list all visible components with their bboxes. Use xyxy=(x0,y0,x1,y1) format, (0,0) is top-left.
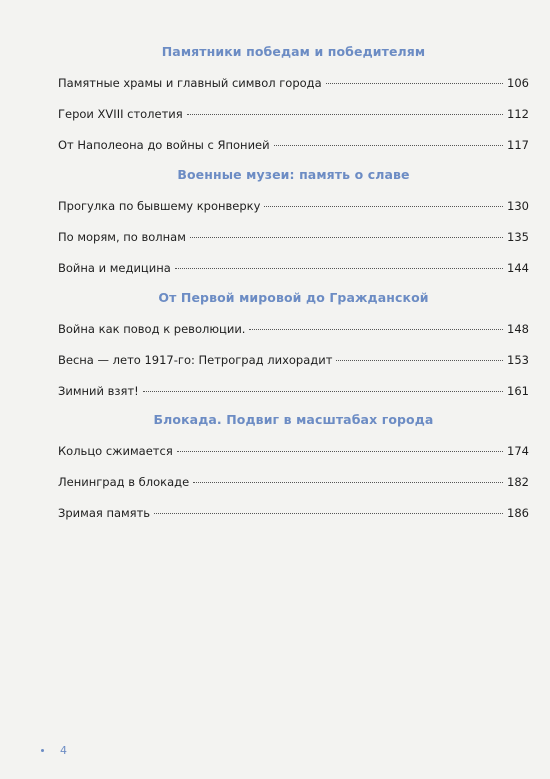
toc-entry-page: 174 xyxy=(507,444,529,458)
toc-entry[interactable] xyxy=(58,382,529,412)
leader-dots xyxy=(143,391,503,392)
toc-entry[interactable] xyxy=(58,259,529,289)
section-title: От Первой мировой до Гражданской xyxy=(158,290,429,305)
leader-dots xyxy=(326,83,503,84)
toc-entry-page: 130 xyxy=(507,199,529,213)
leader-dots xyxy=(154,513,503,514)
toc-entry-title: Ленинград в блокаде xyxy=(58,475,190,489)
toc-entry[interactable] xyxy=(58,473,529,503)
section-title: Военные музеи: память о славе xyxy=(177,167,410,182)
leader-dots xyxy=(177,451,503,452)
toc-entry-page: 135 xyxy=(507,230,529,244)
toc-entry-page: 148 xyxy=(507,322,529,336)
toc-entry-page: 106 xyxy=(507,76,529,90)
toc-section xyxy=(58,43,529,166)
toc-entry-title: Зримая память xyxy=(58,506,151,520)
toc-entry-title: Прогулка по бывшему кронверку xyxy=(58,199,261,213)
section-title: Блокада. Подвиг в масштабах города xyxy=(153,412,434,427)
toc-entry[interactable] xyxy=(58,74,529,104)
leader-dots xyxy=(190,237,503,238)
toc-entry-title: Война и медицина xyxy=(58,261,171,275)
toc-entry-page: 182 xyxy=(507,475,529,489)
section-title: Памятники победам и победителям xyxy=(161,44,426,59)
toc-entry-page: 144 xyxy=(507,261,529,275)
leader-dots xyxy=(193,482,503,483)
leader-dots xyxy=(187,114,503,115)
toc-entry-page: 117 xyxy=(507,138,529,152)
leader-dots xyxy=(336,360,503,361)
toc-entry-page: 186 xyxy=(507,506,529,520)
page-number: 4 xyxy=(60,744,67,757)
toc-entry[interactable] xyxy=(58,320,529,350)
toc-entry[interactable] xyxy=(58,504,529,534)
toc-entry[interactable] xyxy=(58,105,529,135)
toc-section xyxy=(58,166,529,289)
leader-dots xyxy=(249,329,503,330)
toc-entry-page: 153 xyxy=(507,353,529,367)
toc-entry[interactable] xyxy=(58,442,529,472)
toc-entry-title: Зимний взят! xyxy=(58,384,139,398)
toc-entry[interactable] xyxy=(58,136,529,166)
toc-entry-title: Герои XVIII столетия xyxy=(58,107,183,121)
toc-entry-title: Памятные храмы и главный символ города xyxy=(58,76,322,90)
toc-entry-page: 161 xyxy=(507,384,529,398)
toc-entry-page: 112 xyxy=(507,107,529,121)
leader-dots xyxy=(264,206,503,207)
toc-entry-title: Война как повод к революции. xyxy=(58,322,246,336)
leader-dots xyxy=(274,145,503,146)
toc-entry-title: От Наполеона до войны с Японией xyxy=(58,138,270,152)
toc-entry-title: Кольцо сжимается xyxy=(58,444,173,458)
toc-entry-title: Весна — лето 1917-го: Петроград лихорадит xyxy=(58,353,333,367)
toc-entry[interactable] xyxy=(58,228,529,258)
leader-dots xyxy=(175,268,503,269)
toc-entry[interactable] xyxy=(58,197,529,227)
page-marker-dot xyxy=(41,749,44,752)
toc-section xyxy=(58,289,529,412)
toc-entry-title: По морям, по волнам xyxy=(58,230,186,244)
toc-section xyxy=(58,411,529,534)
toc-entry[interactable] xyxy=(58,351,529,381)
